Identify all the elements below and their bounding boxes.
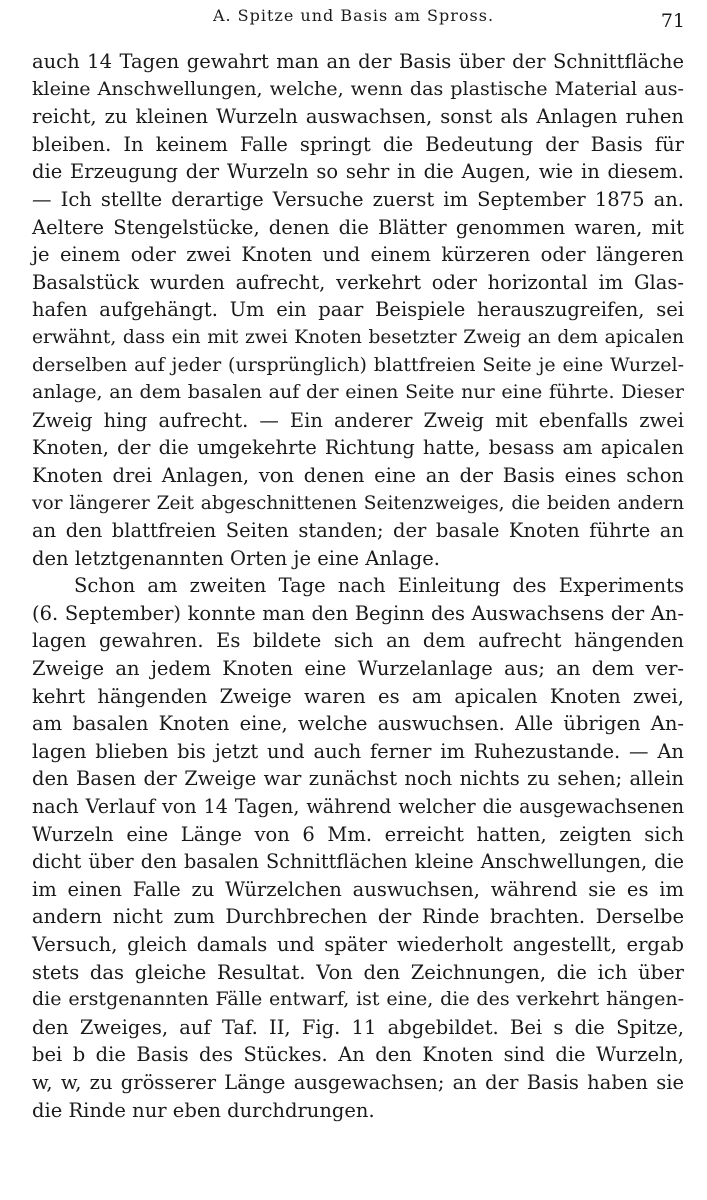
text-line: die Erzeugung der Wurzeln so sehr in die Augen, wie in diesem. xyxy=(32,160,684,184)
page-number: 71 xyxy=(660,10,685,32)
text-line: Basalstück wurden aufrecht, verkehrt oder horizontal im Glas- xyxy=(32,270,684,294)
text-line: Knoten drei Anlagen, von denen eine an der Basis eines schon xyxy=(32,463,684,487)
text-line: an den blattfreien Seiten standen; der basale Knoten führte an xyxy=(32,519,684,543)
text-line: kleine Anschwellungen, welche, wenn das plastische Material aus- xyxy=(32,77,684,100)
text-line: den Zweiges, auf Taf. II, Fig. 11 abgebildet. Bei s die Spitze, xyxy=(32,1015,684,1039)
text-line: vor längerer Zeit abgeschnittenen Seitenzweiges, die beiden andern xyxy=(32,492,684,514)
text-line: derselben auf jeder (ursprünglich) blattfreien Seite je eine Wurzel- xyxy=(32,353,684,376)
text-line: erwähnt, dass ein mit zwei Knoten besetzter Zweig an dem apicalen xyxy=(32,326,684,348)
text-line: den Basen der Zweige war zunächst noch nichts zu sehen; allein xyxy=(32,767,684,791)
text-line: reicht, zu kleinen Wurzeln auswachsen, sonst als Anlagen ruhen xyxy=(32,105,684,129)
paragraph-last-line: die Rinde nur eben durchdrungen. xyxy=(32,1098,375,1122)
text-line: andern nicht zum Durchbrechen der Rinde brachten. Derselbe xyxy=(32,905,684,929)
running-head xyxy=(0,6,707,30)
text-line: nach Verlauf von 14 Tagen, während welcher die ausgewachsenen xyxy=(32,795,684,819)
text-line: bei b die Basis des Stückes. An den Knoten sind die Wurzeln, xyxy=(32,1043,684,1067)
text-line: am basalen Knoten eine, welche auswuchsen. Alle übrigen An- xyxy=(32,712,684,736)
running-title: A. Spitze und Basis am Spross. xyxy=(212,6,495,25)
text-line: — Ich stellte derartige Versuche zuerst im September 1875 an. xyxy=(32,187,684,211)
text-line: Aeltere Stengelstücke, denen die Blätter genommen waren, mit xyxy=(32,215,684,239)
body-text xyxy=(32,48,684,1124)
text-line: im einen Falle zu Würzelchen auswuchsen, während sie es im xyxy=(32,877,684,901)
text-line: hafen aufgehängt. Um ein paar Beispiele herauszugreifen, sei xyxy=(32,298,684,322)
text-line: bleiben. In keinem Falle springt die Bedeutung der Basis für xyxy=(32,132,684,156)
paragraph-first-line: Schon am zweiten Tage nach Einleitung des Experiments xyxy=(74,574,684,598)
text-line: lagen gewahren. Es bildete sich an dem aufrecht hängenden xyxy=(32,629,684,653)
text-line: lagen blieben bis jetzt und auch ferner im Ruhezustande. — An xyxy=(32,739,684,763)
text-line: Versuch, gleich damals und später wiederholt angestellt, ergab xyxy=(32,933,684,956)
text-line: kehrt hängenden Zweige waren es am apicalen Knoten zwei, xyxy=(32,684,684,708)
text-line: anlage, an dem basalen auf der einen Seite nur eine führte. Dieser xyxy=(32,381,684,404)
text-line: auch 14 Tagen gewahrt man an der Basis über der Schnittfläche xyxy=(32,50,684,73)
text-line: je einem oder zwei Knoten und einem kürzeren oder längeren xyxy=(32,243,684,267)
paragraph-last-line: den letztgenannten Orten je eine Anlage. xyxy=(32,546,440,570)
text-line: w, w, zu grösserer Länge ausgewachsen; an der Basis haben sie xyxy=(32,1070,684,1094)
text-line: die erstgenannten Fälle entwarf, ist eine, die des verkehrt hängen- xyxy=(32,988,684,1011)
text-line: (6. September) konnte man den Beginn des Auswachsens der An- xyxy=(32,601,684,625)
text-line: Knoten, der die umgekehrte Richtung hatte, besass am apicalen xyxy=(32,436,684,460)
text-line: dicht über den basalen Schnittflächen kleine Anschwellungen, die xyxy=(32,850,684,874)
text-line: Zweige an jedem Knoten eine Wurzelanlage aus; an dem ver- xyxy=(32,657,684,681)
text-line: Wurzeln eine Länge von 6 Mm. erreicht hatten, zeigten sich xyxy=(32,822,684,846)
text-line: stets das gleiche Resultat. Von den Zeichnungen, die ich über xyxy=(32,960,684,984)
text-line: Zweig hing aufrecht. — Ein anderer Zweig mit ebenfalls zwei xyxy=(32,408,684,432)
